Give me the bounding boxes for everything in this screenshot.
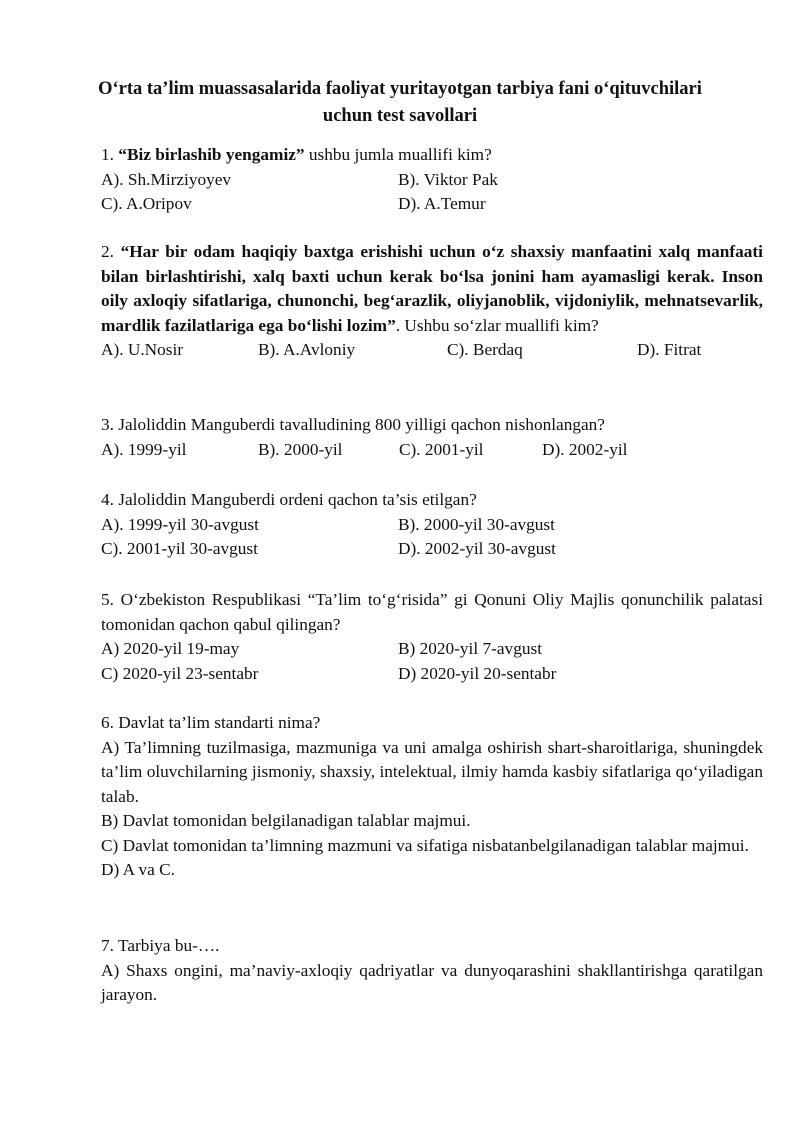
question-2-option-d: D). Fitrat bbox=[637, 340, 702, 359]
question-5-option-d: D) 2020-yil 20-sentabr bbox=[398, 663, 557, 683]
question-7-option-a: A) Shaxs ongini, ma’naviy-axloqiy qadriyatlar va dunyoqarashini shakllantirishga qaratilgan jarayon. bbox=[101, 960, 763, 1004]
question-5-options-row-1 bbox=[101, 637, 763, 662]
question-4-option-c: C). 2001-yil 30-avgust bbox=[101, 539, 258, 558]
question-5 bbox=[101, 588, 763, 686]
question-7-text: 7. Tarbiya bu-…. bbox=[101, 936, 220, 955]
question-3-option-c: C). 2001-yil bbox=[399, 439, 484, 459]
question-1-rest: ushbu jumla muallifi kim? bbox=[304, 145, 492, 164]
question-2-option-b: B). A.Avloniy bbox=[258, 340, 356, 359]
question-2-option-c: C). Berdaq bbox=[447, 340, 523, 359]
question-4-options-row-1 bbox=[101, 513, 763, 538]
question-3 bbox=[101, 413, 763, 462]
title-line-1: O‘rta ta’lim muassasalarida faoliyat yuritayotgan tarbiya fani o‘qituvchilari bbox=[98, 79, 702, 99]
question-3-options-row bbox=[101, 438, 763, 463]
question-1-quote: “Biz birlashib yengamiz” bbox=[118, 145, 305, 164]
question-1-option-b: B). Viktor Pak bbox=[398, 169, 498, 189]
question-6 bbox=[101, 711, 763, 883]
question-2-text bbox=[101, 240, 763, 338]
question-6-option-d: D) A va C. bbox=[101, 860, 175, 879]
question-3-option-d: D). 2002-yil bbox=[542, 439, 628, 459]
question-3-text: 3. Jaloliddin Manguberdi tavalludining 800 yilligi qachon nishonlangan? bbox=[101, 415, 605, 434]
question-2-options-row bbox=[101, 338, 763, 363]
question-3-option-b: B). 2000-yil bbox=[258, 439, 343, 459]
question-6-option-a: A) Ta’limning tuzilmasiga, mazmuniga va uni amalga oshirish shart-sharoitlariga, shuningdek ta’lim oluvchilarning jismoniy, shaxsiy, intelektual, ilmiy hamda kasbiy sifatlariga qo‘yiladigan talab. bbox=[101, 737, 763, 806]
question-1-option-d: D). A.Temur bbox=[398, 194, 486, 213]
question-1-options-row-1 bbox=[101, 168, 763, 193]
question-4-option-a: A). 1999-yil 30-avgust bbox=[101, 514, 259, 534]
question-6-option-c: C) Davlat tomonidan ta’limning mazmuni va sifatiga nisbatanbelgilanadigan talablar majmui. bbox=[101, 835, 749, 855]
question-1-options-row-2 bbox=[101, 192, 763, 217]
question-2-quote: “Har bir odam haqiqiy baxtga erishishi uchun o‘z shaxsiy manfaatini xalq manfaati bilan birlashtirishi, xalq baxti uchun kerak bo‘lsa jonini ham ayamasligi kerak. Inson oily axloqiy sifatlariga, chunonchi, beg‘arazlik, oliyjanoblik, vijdoniylik, mehnatsevarlik, mardlik fazilatlariga ega bo‘lishi lozim” bbox=[101, 242, 763, 335]
question-5-text: 5. O‘zbekiston Respublikasi “Ta’lim to‘g‘risida” gi Qonuni Oliy Majlis qonunchilik palatasi tomonidan qachon qabul qilingan? bbox=[101, 590, 763, 634]
question-4-options-row-2 bbox=[101, 537, 763, 562]
question-5-option-b: B) 2020-yil 7-avgust bbox=[398, 639, 542, 658]
question-2 bbox=[101, 240, 763, 363]
question-5-option-a: A) 2020-yil 19-may bbox=[101, 639, 240, 658]
question-2-rest: . Ushbu so‘zlar muallifi kim? bbox=[395, 315, 599, 335]
question-3-option-a: A). 1999-yil bbox=[101, 439, 187, 459]
question-4-text: 4. Jaloliddin Manguberdi ordeni qachon ta’sis etilgan? bbox=[101, 490, 477, 509]
question-6-option-b: B) Davlat tomonidan belgilanadigan talablar majmui. bbox=[101, 811, 471, 830]
question-7 bbox=[101, 934, 763, 1008]
document-title bbox=[60, 76, 740, 130]
question-4 bbox=[101, 488, 763, 562]
title-line-2: uchun test savollari bbox=[322, 106, 478, 126]
question-1-option-c: C). A.Oripov bbox=[101, 194, 192, 213]
question-1 bbox=[101, 143, 763, 217]
question-2-option-a: A). U.Nosir bbox=[101, 340, 184, 359]
question-2-number: 2. bbox=[101, 242, 114, 261]
question-5-options-row-2 bbox=[101, 662, 763, 687]
question-4-option-b: B). 2000-yil 30-avgust bbox=[398, 514, 555, 534]
question-4-option-d: D). 2002-yil 30-avgust bbox=[398, 539, 556, 558]
question-1-text bbox=[101, 143, 763, 168]
question-5-option-c: C) 2020-yil 23-sentabr bbox=[101, 663, 259, 683]
question-1-option-a: A). Sh.Mirziyoyev bbox=[101, 169, 232, 189]
question-1-number: 1. bbox=[101, 145, 114, 164]
question-6-text: 6. Davlat ta’lim standarti nima? bbox=[101, 713, 321, 732]
